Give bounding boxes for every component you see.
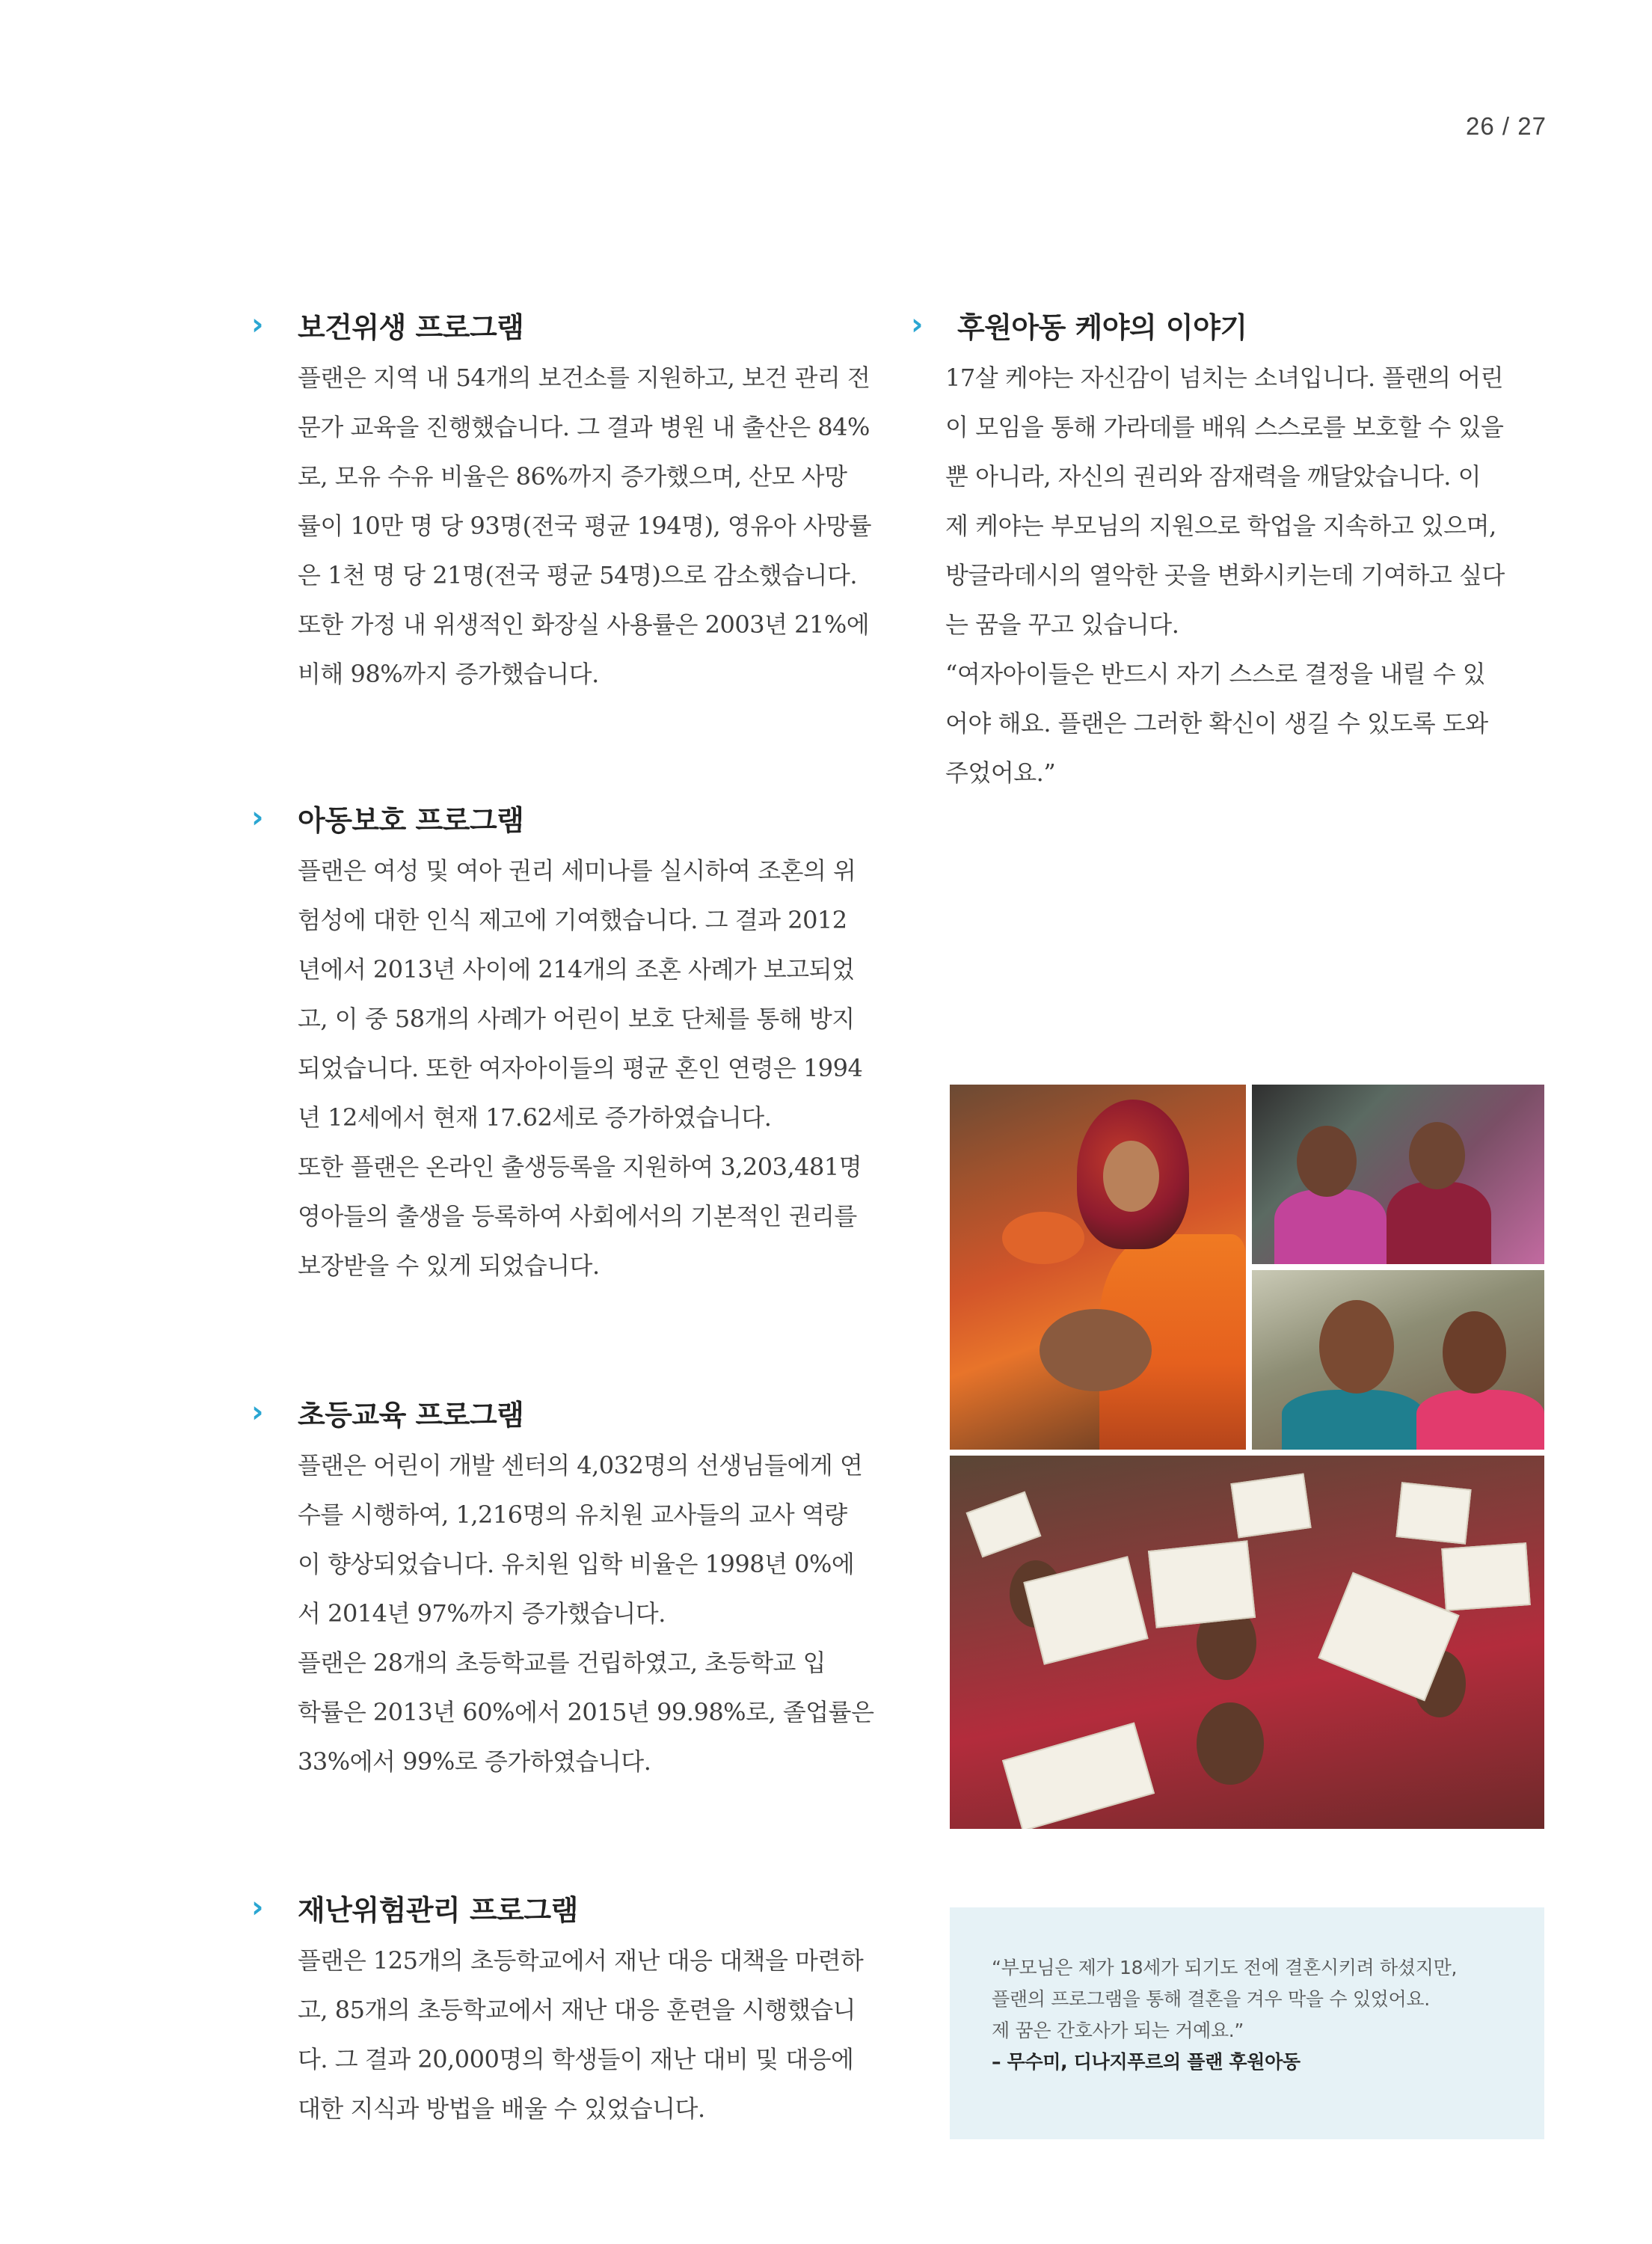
body-line: 수를 시행하여, 1,216명의 유치원 교사들의 교사 역량 (298, 1500, 847, 1529)
body-line: 주었어요.” (945, 758, 1056, 787)
photo-girls-on-bed (1252, 1085, 1544, 1264)
body-line: 다. 그 결과 20,000명의 학생들이 재난 대비 및 대응에 (298, 2045, 854, 2073)
section-title: 초등교육 프로그램 (298, 1398, 524, 1432)
body-line: 험성에 대한 인식 제고에 기여했습니다. 그 결과 2012 (298, 906, 847, 934)
section-title: 아동보호 프로그램 (298, 803, 524, 837)
quote-line: “부모님은 제가 18세가 되기도 전에 결혼시키려 하셨지만, (992, 1957, 1458, 1978)
body-line: 고, 85개의 초등학교에서 재난 대응 훈련을 시행했습니 (298, 1996, 856, 2024)
section-title: 보건위생 프로그램 (298, 310, 524, 344)
quote-box (950, 1907, 1544, 2139)
body-line: 또한 플랜은 온라인 출생등록을 지원하여 3,203,481명 (298, 1153, 862, 1181)
body-line: 년 12세에서 현재 17.62세로 증가하였습니다. (298, 1103, 772, 1132)
section-title: 재난위험관리 프로그램 (298, 1893, 578, 1927)
body-line: 플랜은 28개의 초등학교를 건립하였고, 초등학교 입 (298, 1649, 826, 1677)
body-line: 방글라데시의 열악한 곳을 변화시키는데 기여하고 싶다 (945, 561, 1505, 589)
section-body (298, 1936, 883, 2133)
body-line: 되었습니다. 또한 여자아이들의 평균 혼인 연령은 1994 (298, 1054, 863, 1082)
photo-collage (950, 1085, 1544, 1829)
section-education (251, 1390, 883, 1786)
body-line: 대한 지식과 방법을 배울 수 있었습니다. (298, 2094, 705, 2123)
photo-smiling-girls (1252, 1270, 1544, 1450)
body-line: 플랜은 어린이 개발 센터의 4,032명의 선생님들에게 연 (298, 1451, 863, 1480)
body-line: 플랜은 지역 내 54개의 보건소를 지원하고, 보건 관리 전 (298, 364, 870, 392)
body-line: 보장받을 수 있게 되었습니다. (298, 1251, 600, 1280)
section-header (251, 1390, 883, 1435)
body-line: 제 케야는 부모님의 지원으로 학업을 지속하고 있으며, (945, 512, 1496, 540)
body-line: 17살 케야는 자신감이 넘치는 소녀입니다. 플랜의 어린 (945, 364, 1504, 392)
section-body (298, 1441, 883, 1786)
chevron-right-icon: › (251, 1395, 264, 1429)
section-child-protection (251, 795, 883, 1290)
section-body (298, 353, 883, 699)
body-line: 문가 교육을 진행했습니다. 그 결과 병원 내 출산은 84% (298, 413, 870, 441)
chevron-right-icon: › (251, 307, 264, 342)
body-line: 뿐 아니라, 자신의 권리와 잠재력을 깨달았습니다. 이 (945, 462, 1481, 491)
section-health (251, 302, 883, 699)
body-line: “여자아이들은 반드시 자기 스스로 결정을 내릴 수 있 (945, 660, 1486, 688)
body-line: 영아들의 출생을 등록하여 사회에서의 기본적인 권리를 (298, 1202, 857, 1230)
body-line: 플랜은 여성 및 여아 권리 세미나를 실시하여 조혼의 위 (298, 856, 856, 885)
body-line: 또한 가정 내 위생적인 화장실 사용률은 2003년 21%에 (298, 610, 870, 639)
chevron-right-icon: › (911, 307, 924, 342)
photo-classroom-books (950, 1456, 1544, 1829)
quote-line: 플랜의 프로그램을 통해 결혼을 겨우 막을 수 있었어요. (992, 1988, 1430, 2010)
body-line: 고, 이 중 58개의 사례가 어린이 보호 단체를 통해 방지 (298, 1005, 855, 1033)
photo-mother-with-baby (950, 1085, 1246, 1450)
body-line: 년에서 2013년 사이에 214개의 조혼 사례가 보고되었 (298, 955, 855, 984)
quote-attribution: – 무수미, 디나지푸르의 플랜 후원아동 (992, 2051, 1301, 2073)
body-line: 33%에서 99%로 증가하였습니다. (298, 1747, 651, 1776)
body-line: 이 모임을 통해 가라데를 배워 스스로를 보호할 수 있을 (945, 413, 1504, 441)
page-number: 26 / 27 (1466, 112, 1547, 140)
body-line: 이 향상되었습니다. 유치원 입학 비율은 1998년 0%에 (298, 1550, 855, 1578)
chevron-right-icon: › (251, 1890, 264, 1925)
section-story (911, 302, 1544, 797)
body-line: 서 2014년 97%까지 증가했습니다. (298, 1599, 666, 1628)
section-header (251, 302, 883, 347)
section-header (911, 302, 1544, 347)
section-title: 후원아동 케야의 이야기 (957, 310, 1247, 344)
section-body (298, 846, 883, 1290)
body-line: 률이 10만 명 당 93명(전국 평균 194명), 영유아 사망률 (298, 512, 872, 540)
section-header (251, 1885, 883, 1930)
chevron-right-icon: › (251, 800, 264, 835)
body-line: 어야 해요. 플랜은 그러한 확신이 생길 수 있도록 도와 (945, 709, 1488, 738)
body-line: 비해 98%까지 증가했습니다. (298, 660, 599, 688)
section-disaster (251, 1885, 883, 2133)
section-body (945, 353, 1544, 797)
section-header (251, 795, 883, 840)
body-line: 로, 모유 수유 비율은 86%까지 증가했으며, 산모 사망 (298, 462, 847, 491)
quote-line: 제 꿈은 간호사가 되는 거예요.” (992, 2020, 1244, 2041)
body-line: 학률은 2013년 60%에서 2015년 99.98%로, 졸업률은 (298, 1698, 874, 1726)
body-line: 은 1천 명 당 21명(전국 평균 54명)으로 감소했습니다. (298, 561, 858, 589)
body-line: 플랜은 125개의 초등학교에서 재난 대응 대책을 마련하 (298, 1946, 864, 1975)
body-line: 는 꿈을 꾸고 있습니다. (945, 610, 1179, 639)
